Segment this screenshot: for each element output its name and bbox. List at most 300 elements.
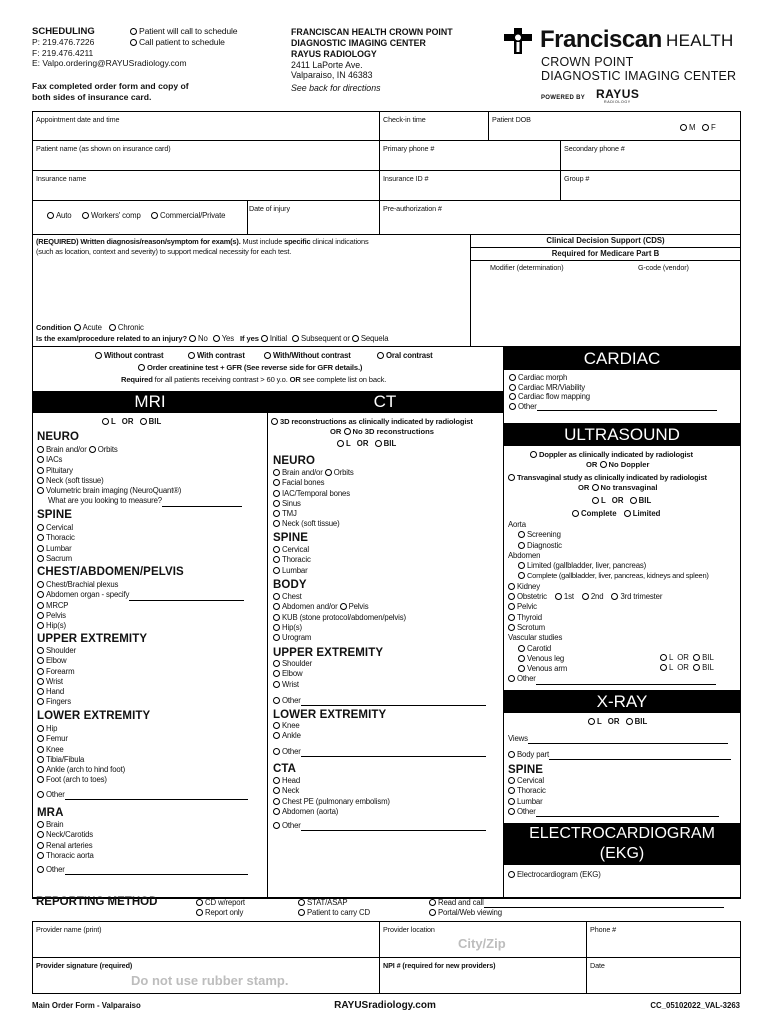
provider-name-label[interactable]: Provider name (print) [36,925,102,934]
oral-contrast-option[interactable]: Oral contrast [377,352,433,361]
modifier-label[interactable]: Modifier (determination) [490,263,564,272]
ct-sinus-option[interactable]: Sinus [273,499,354,509]
fax-note-1: Fax completed order form and copy of [32,81,189,91]
us-transvaginal-option[interactable]: Transvaginal study as clinically indicated by radiologist [508,474,707,483]
sex-m-option[interactable]: M [680,124,695,133]
radio-icon[interactable] [693,654,700,661]
us-obstetric-option[interactable]: Obstetric 1st 2nd 3rd trimester [508,592,716,602]
radio-icon[interactable] [508,474,515,481]
radio-icon[interactable] [37,467,44,474]
mra-aorta-option[interactable]: Thoracic aorta [37,851,94,861]
radio-icon[interactable] [273,510,280,517]
radio-icon[interactable] [37,657,44,664]
us-screening-option[interactable]: Screening [508,530,716,540]
mri-laterality: L OR BIL [102,418,161,427]
radio-icon[interactable] [292,335,299,342]
us-venous-leg-option[interactable]: Venous leg [508,654,716,664]
radio-icon[interactable] [518,531,525,538]
radio-icon[interactable] [518,562,525,569]
mri-ankle-option[interactable]: Ankle (arch to hind foot) [37,765,125,775]
radio-icon[interactable] [344,428,351,435]
xray-lumbar-option[interactable]: Lumbar [508,797,719,807]
cta-other-option[interactable]: Other [273,822,486,831]
xray-cervical-option[interactable]: Cervical [508,776,719,786]
radio-icon[interactable] [273,593,280,600]
radio-icon[interactable] [273,697,280,704]
mra-renal-option[interactable]: Renal arteries [37,841,94,851]
report-only-option[interactable]: Report only [196,909,243,918]
ct-shoulder-option[interactable]: Shoulder [273,659,312,669]
mri-tibia-option[interactable]: Tibia/Fibula [37,755,125,765]
ct-tmj-option[interactable]: TMJ [273,509,354,519]
radio-icon[interactable] [592,484,599,491]
cta-chest-pe-option[interactable]: Chest PE (pulmonary embolism) [273,797,390,807]
radio-icon[interactable] [508,787,515,794]
radio-icon[interactable] [273,614,280,621]
radio-icon[interactable] [109,324,116,331]
us-venous-arm-option[interactable]: Venous arm [508,664,716,674]
radio-icon[interactable] [130,39,137,46]
radio-icon[interactable] [102,418,109,425]
ct-abdomen-option[interactable]: Abdomen and/or Pelvis [273,602,406,612]
radio-icon[interactable] [508,593,515,600]
radio-icon[interactable] [518,665,525,672]
radio-icon[interactable] [37,545,44,552]
mri-brain-option[interactable]: Brain and/or Orbits [37,445,242,455]
ekg-header [503,823,741,865]
mra-other-option[interactable]: Other [37,866,248,875]
radio-icon[interactable] [660,654,667,661]
xray-spine-title: SPINE [508,764,544,776]
mri-thoracic-option[interactable]: Thoracic [37,533,75,543]
chronic-option[interactable]: Chronic [109,323,144,332]
ct-lower-other-option[interactable]: Other [273,748,486,757]
radio-icon[interactable] [273,469,280,476]
radio-icon[interactable] [196,909,203,916]
ct-neuro-list [273,468,354,530]
radio-icon[interactable] [273,490,280,497]
us-thyroid-option[interactable]: Thyroid [508,613,716,623]
us-scrotum-option[interactable]: Scrotum [508,623,716,633]
radio-icon[interactable] [624,510,631,517]
radio-icon[interactable] [508,603,515,610]
mra-brain-option[interactable]: Brain [37,820,94,830]
radio-icon[interactable] [37,866,44,873]
radio-icon[interactable] [509,403,516,410]
radio-icon[interactable] [37,756,44,763]
radio-icon[interactable] [508,871,515,878]
radio-icon[interactable] [37,698,44,705]
radio-icon[interactable] [508,777,515,784]
logo-brand: Franciscan [540,26,662,53]
radio-icon[interactable] [273,634,280,641]
radio-icon[interactable] [429,899,436,906]
mri-chest-list [37,580,244,631]
radio-icon[interactable] [273,808,280,815]
ct-urogram-option[interactable]: Urogram [273,633,406,643]
npi-label[interactable]: NPI # (required for new providers) [383,961,496,970]
cta-neck-option[interactable]: Neck [273,786,390,796]
ct-facial-option[interactable]: Facial bones [273,478,354,488]
dob-label[interactable]: Patient DOB [492,115,531,124]
auto-option[interactable]: Auto [47,212,71,221]
radio-icon[interactable] [508,798,515,805]
patient-will-call-option[interactable]: Patient will call to schedule [130,27,237,37]
ct-laterality: L OR BIL [337,440,396,449]
logo-brand-2: HEALTH [666,31,734,50]
ct-cervical-option[interactable]: Cervical [273,545,311,555]
us-no-doppler-option[interactable]: OR No Doppler [586,460,650,469]
radio-icon[interactable] [630,497,637,504]
read-call-option[interactable]: Read and call [429,899,724,908]
primary-phone-label[interactable]: Primary phone # [383,144,435,153]
with-without-contrast-option[interactable]: With/Without contrast [264,352,351,361]
secondary-phone-label[interactable]: Secondary phone # [564,144,625,153]
radio-icon[interactable] [37,446,44,453]
radio-icon[interactable] [693,664,700,671]
us-kidney-option[interactable]: Kidney [508,582,716,592]
us-pelvic-option[interactable]: Pelvic [508,602,716,612]
radio-icon[interactable] [508,583,515,590]
facility-line3: RAYUS RADIOLOGY [291,49,377,59]
without-contrast-option[interactable]: Without contrast [95,352,163,361]
radio-icon[interactable] [518,572,525,579]
radio-icon[interactable] [37,831,44,838]
radio-icon[interactable] [626,718,633,725]
ct-knee-option[interactable]: Knee [273,721,301,731]
facility-line2: DIAGNOSTIC IMAGING CENTER [291,38,426,48]
commercial-option[interactable]: Commercial/Private [151,212,225,221]
cardiac-viability-option[interactable]: Cardiac MR/Viability [509,383,717,393]
mri-cervical-option[interactable]: Cervical [37,523,75,533]
facility-line4: 2411 LaPorte Ave. [291,60,363,70]
radio-icon[interactable] [375,440,382,447]
radio-icon[interactable] [588,718,595,725]
us-complete-limited: Complete Limited [572,510,660,519]
mra-title: MRA [37,807,64,819]
insurance-id-label[interactable]: Insurance ID # [383,174,429,183]
facility-line1: FRANCISCAN HEALTH CROWN POINT [291,27,453,37]
radio-icon[interactable] [273,681,280,688]
initial-option[interactable]: Initial [261,334,287,343]
mri-volumetric-option[interactable]: Volumetric brain imaging (NeuroQuant®) [37,486,242,496]
mra-neck-option[interactable]: Neck/Carotids [37,830,94,840]
mri-measure-field[interactable]: What are you looking to measure? [37,496,242,506]
radio-icon[interactable] [37,524,44,531]
us-doppler-option[interactable]: Doppler as clinically indicated by radiologist [530,451,693,460]
radio-icon[interactable] [273,798,280,805]
radio-icon[interactable] [37,678,44,685]
radio-icon[interactable] [555,593,562,600]
radio-icon[interactable] [273,722,280,729]
ct-kub-option[interactable]: KUB (stone protocol/abdomen/pelvis) [273,613,406,623]
radio-icon[interactable] [273,624,280,631]
provider-location-label[interactable]: Provider location [383,925,435,934]
stat-option[interactable]: STAT/ASAP [298,899,347,908]
radio-icon[interactable] [261,335,268,342]
radio-icon[interactable] [273,546,280,553]
radio-icon[interactable] [702,124,709,131]
radio-icon[interactable] [37,791,44,798]
radio-icon[interactable] [508,624,515,631]
mri-hips-option[interactable]: Hip(s) [37,621,244,631]
provider-phone-label[interactable]: Phone # [590,925,617,934]
us-ab-complete-option[interactable]: Complete (gallbladder, liver, pancreas, kidneys and spleen) [508,571,716,581]
ct-upper-list [273,659,312,690]
mri-knee-option[interactable]: Knee [37,745,125,755]
radio-icon[interactable] [264,352,271,359]
radio-icon[interactable] [273,603,280,610]
xray-thoracic-option[interactable]: Thoracic [508,786,719,796]
radio-icon[interactable] [273,670,280,677]
footer-center[interactable]: RAYUSradiology.com [334,1000,436,1011]
xray-bodypart-field[interactable]: Body part [508,751,731,760]
mri-neck-option[interactable]: Neck (soft tissue) [37,476,242,486]
workers-comp-option[interactable]: Workers' comp [82,212,141,221]
radio-icon[interactable] [138,364,145,371]
city-zip-placeholder[interactable]: City/Zip [458,936,506,951]
ct-iac-option[interactable]: IAC/Temporal bones [273,489,354,499]
mri-hip-option[interactable]: Hip [37,724,125,734]
radio-icon[interactable] [273,567,280,574]
group-label[interactable]: Group # [564,174,590,183]
radio-icon[interactable] [273,479,280,486]
mri-wrist-option[interactable]: Wrist [37,677,76,687]
ct-3d-option[interactable]: 3D reconstructions as clinically indicated by radiologist [271,418,473,427]
radio-icon[interactable] [37,555,44,562]
logo-radiology: RADIOLOGY [604,100,631,104]
ct-lumbar-option[interactable]: Lumbar [273,566,311,576]
mri-pituitary-option[interactable]: Pituitary [37,466,242,476]
xray-views-field[interactable]: Views [508,735,728,744]
xray-laterality: L OR BIL [588,718,647,727]
mri-header: MRI [33,391,267,413]
mri-lumbar-option[interactable]: Lumbar [37,544,75,554]
mri-iacs-option[interactable]: IACs [37,455,242,465]
radio-icon[interactable] [509,384,516,391]
radio-icon[interactable] [37,688,44,695]
date-label[interactable]: Date [590,961,605,970]
radio-icon[interactable] [660,664,667,671]
radio-icon[interactable] [74,324,81,331]
radio-icon[interactable] [271,418,278,425]
with-contrast-option[interactable]: With contrast [188,352,245,361]
radio-icon[interactable] [509,393,516,400]
ct-thoracic-option[interactable]: Thoracic [273,555,311,565]
radio-icon[interactable] [680,124,687,131]
radio-icon[interactable] [37,821,44,828]
ct-no-3d-option[interactable]: OR No 3D reconstructions [330,427,434,436]
radio-icon[interactable] [37,725,44,732]
radio-icon[interactable] [325,469,332,476]
cardiac-header: CARDIAC [503,347,741,370]
scheduling-fax: F: 219.476.4211 [32,48,94,58]
radio-icon[interactable] [582,593,589,600]
radio-icon[interactable] [95,352,102,359]
radio-icon[interactable] [37,456,44,463]
sequela-option[interactable]: Sequela [352,334,389,343]
mri-hand-option[interactable]: Hand [37,687,76,697]
mri-elbow-option[interactable]: Elbow [37,656,76,666]
cardiac-flow-option[interactable]: Cardiac flow mapping [509,392,717,402]
radio-icon[interactable] [37,581,44,588]
radio-icon[interactable] [377,352,384,359]
radio-icon[interactable] [37,647,44,654]
radio-icon[interactable] [47,212,54,219]
radio-icon[interactable] [508,751,515,758]
cd-report-option[interactable]: CD w/report [196,899,245,908]
radio-icon[interactable] [298,899,305,906]
radio-icon[interactable] [37,776,44,783]
radio-icon[interactable] [508,614,515,621]
ct-elbow-option[interactable]: Elbow [273,669,312,679]
radio-icon[interactable] [518,542,525,549]
carry-cd-option[interactable]: Patient to carry CD [298,909,370,918]
radio-icon[interactable] [352,335,359,342]
radio-icon[interactable] [340,603,347,610]
us-laterality: L OR BIL [592,497,651,506]
radio-icon[interactable] [130,28,137,35]
radio-icon[interactable] [600,461,607,468]
radio-icon[interactable] [188,352,195,359]
footer-left: Main Order Form - Valparaiso [32,1001,141,1010]
ct-body-list [273,592,406,643]
radio-icon[interactable] [37,487,44,494]
radio-icon[interactable] [37,852,44,859]
ct-neck-option[interactable]: Neck (soft tissue) [273,519,354,529]
us-abdomen-label: Abdomen [508,550,541,560]
radio-icon[interactable] [508,675,515,682]
insurance-name-label[interactable]: Insurance name [36,174,87,183]
mri-forearm-option[interactable]: Forearm [37,667,76,677]
us-aorta-label: Aorta [508,520,526,529]
radio-icon[interactable] [37,766,44,773]
date-of-injury-label[interactable]: Date of injury [249,204,290,213]
cta-abdomen-option[interactable]: Abdomen (aorta) [273,807,390,817]
mri-foot-option[interactable]: Foot (arch to toes) [37,775,125,785]
radio-icon[interactable] [273,822,280,829]
scheduling-email[interactable]: E: Valpo.ordering@RAYUSradiology.com [32,58,187,68]
mri-abdomen-option[interactable]: Abdomen organ - specify [37,590,244,600]
radio-icon[interactable] [37,534,44,541]
radio-icon[interactable] [37,735,44,742]
sex-f-option[interactable]: F [702,124,716,133]
gcode-label[interactable]: G-code (vendor) [638,263,689,272]
us-venous-arm-laterality: L OR BIL [660,664,714,673]
mri-mrcp-option[interactable]: MRCP [37,601,244,611]
radio-icon[interactable] [82,212,89,219]
radio-icon[interactable] [429,909,436,916]
radio-icon[interactable] [37,612,44,619]
appt-label[interactable]: Appointment date and time [36,115,120,124]
radio-icon[interactable] [189,335,196,342]
radio-icon[interactable] [337,440,344,447]
ekg-option[interactable]: Electrocardiogram (EKG) [508,871,601,880]
radio-icon[interactable] [37,746,44,753]
creatinine-option[interactable]: Order creatinine test + GFR (See reverse side for GFR details.) [138,364,362,373]
ct-wrist-option[interactable]: Wrist [273,680,312,690]
ct-ankle-option[interactable]: Ankle [273,731,301,741]
radio-icon[interactable] [37,602,44,609]
radio-icon[interactable] [530,451,537,458]
contrast-requirement: Required for all patients receiving contrast > 60 y.o. OR see complete list on back. [121,375,387,384]
radio-icon[interactable] [140,418,147,425]
radio-icon[interactable] [89,446,96,453]
patient-name-label[interactable]: Patient name (as shown on insurance card) [36,144,171,153]
radio-icon[interactable] [273,660,280,667]
radio-icon[interactable] [273,732,280,739]
radio-icon[interactable] [273,787,280,794]
xray-other-option[interactable]: Other [508,807,719,817]
ct-upper-other-option[interactable]: Other [273,697,486,706]
us-carotid-option[interactable]: Carotid [508,644,716,654]
ct-hips-option[interactable]: Hip(s) [273,623,406,633]
radio-icon[interactable] [37,668,44,675]
radio-icon[interactable] [273,520,280,527]
radio-icon[interactable] [273,777,280,784]
radio-icon[interactable] [611,593,618,600]
radio-icon[interactable] [37,477,44,484]
subsequent-option[interactable]: Subsequent or [292,334,350,343]
radio-icon[interactable] [518,655,525,662]
radio-icon[interactable] [37,591,44,598]
cardiac-morph-option[interactable]: Cardiac morph [509,373,717,383]
radio-icon[interactable] [509,374,516,381]
radio-icon[interactable] [572,510,579,517]
mri-pelvis-option[interactable]: Pelvis [37,611,244,621]
radio-icon[interactable] [518,645,525,652]
acute-option[interactable]: Acute [74,323,102,332]
radio-icon[interactable] [151,212,158,219]
mri-shoulder-option[interactable]: Shoulder [37,646,76,656]
radio-icon[interactable] [273,556,280,563]
ct-brain-option[interactable]: Brain and/or Orbits [273,468,354,478]
us-ab-limited-option[interactable]: Limited (gallbladder, liver, pancreas) [508,561,716,571]
mri-femur-option[interactable]: Femur [37,734,125,744]
preauth-label[interactable]: Pre-authorization # [383,204,442,213]
radio-icon[interactable] [273,748,280,755]
mri-fingers-option[interactable]: Fingers [37,697,76,707]
injury-yes-option[interactable]: Yes [213,334,234,343]
radio-icon[interactable] [37,622,44,629]
mri-chest-title: CHEST/ABDOMEN/PELVIS [37,566,184,578]
radio-icon[interactable] [213,335,220,342]
checkin-label[interactable]: Check-in time [383,115,426,124]
radio-icon[interactable] [196,899,203,906]
radio-icon[interactable] [592,497,599,504]
radio-icon[interactable] [37,842,44,849]
mri-chest-option[interactable]: Chest/Brachial plexus [37,580,244,590]
cardiac-other-line[interactable] [537,410,717,411]
ct-chest-option[interactable]: Chest [273,592,406,602]
us-other-option[interactable]: Other [508,674,716,684]
mri-other-option[interactable]: Other [37,791,248,800]
injury-no-option[interactable]: No [189,334,208,343]
us-diagnostic-option[interactable]: Diagnostic [508,541,716,551]
radio-icon[interactable] [273,500,280,507]
cardiac-other-option[interactable]: Other [509,402,717,412]
radio-icon[interactable] [508,808,515,815]
diagnosis-instructions[interactable]: (REQUIRED) Written diagnosis/reason/symptom for exam(s). Must include specific clinical indications [36,237,369,246]
portal-option[interactable]: Portal/Web viewing [429,909,502,918]
cta-head-option[interactable]: Head [273,776,390,786]
provider-signature-label[interactable]: Provider signature (required) [36,961,133,970]
logo-sub1: CROWN POINT [541,55,634,69]
us-no-transvaginal-option[interactable]: OR No transvaginal [578,483,658,492]
call-patient-option[interactable]: Call patient to schedule [130,38,225,48]
radio-icon[interactable] [298,909,305,916]
mri-sacrum-option[interactable]: Sacrum [37,554,75,564]
